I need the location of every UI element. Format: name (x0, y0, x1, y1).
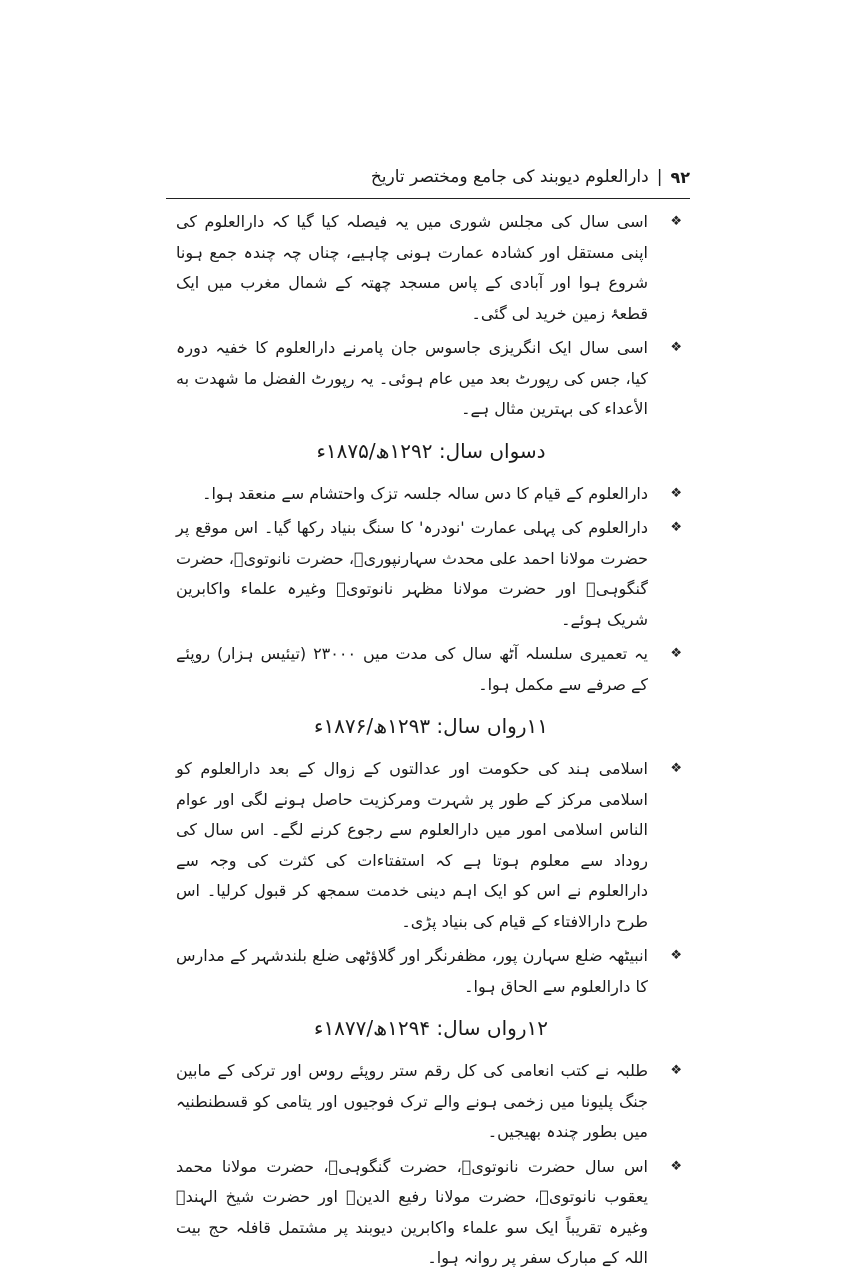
list-item (176, 207, 686, 329)
list-item (176, 333, 686, 425)
four-diamond-bullet-icon: ❖ (670, 1158, 682, 1174)
four-diamond-bullet-icon: ❖ (670, 214, 682, 229)
year-heading-12: ۱۲رواں سال: ۱۲۹۴ھ/۱۸۷۷ء (314, 1016, 548, 1040)
header-separator: | (656, 167, 663, 187)
four-diamond-bullet-icon: ❖ (670, 485, 682, 501)
bullet-list-year-10 (176, 479, 686, 701)
list-item (176, 479, 686, 510)
list-item-text: یہ تعمیری سلسلہ آٹھ سال کی مدت میں ۲۳۰۰۰ (تیئیس ہزار) روپئے کے صرفے سے مکمل ہوا۔ (176, 644, 648, 694)
book-title: دارالعلوم دیوبند کی جامع ومختصر تاریخ (370, 167, 649, 187)
bullet-list-year-12 (176, 1056, 686, 1274)
four-diamond-bullet-icon: ❖ (670, 1063, 682, 1078)
list-item (176, 941, 686, 1002)
bullet-list-intro (176, 207, 686, 425)
four-diamond-bullet-icon: ❖ (670, 520, 682, 535)
four-diamond-bullet-icon: ❖ (670, 948, 682, 963)
header-rule (166, 198, 690, 199)
year-heading-10: دسواں سال: ۱۲۹۲ھ/۱۸۷۵ء (316, 438, 546, 463)
list-item-text: انبیٹھہ ضلع سہارن پور، مظفرنگر اور گلاؤٹھی ضلع بلندشہر کے مدارس کا دارالعلوم سے الحاق ہوا۔ (176, 946, 648, 996)
page-number: ٩٢ (670, 167, 690, 187)
bullet-list-year-11 (176, 754, 686, 1002)
running-header (200, 160, 690, 194)
list-item-text: اسی سال کی مجلس شوری میں یہ فیصلہ کیا گیا کہ دارالعلوم کی اپنی مستقل اور کشادہ عمارت ہونی چاہیے، چناں چہ چندہ جمع ہونا شروع ہوا اور آبادی کے پاس مسجد چھتہ کے شمال مغرب میں ایک قطعۂ زمین خرید لی گئی۔ (176, 212, 648, 323)
list-item (176, 1152, 686, 1274)
four-diamond-bullet-icon: ❖ (670, 761, 682, 776)
list-item-text: اسی سال ایک انگریزی جاسوس جان پامرنے دارالعلوم کا خفیہ دورہ کیا، جس کی رپورٹ بعد میں عام ہوئی۔ یہ رپورٹ الفضل ما شهدت به الأعداء کی بہترین مثال ہے۔ (176, 338, 648, 418)
page-content (176, 207, 686, 1278)
list-item-text: دارالعلوم کی پہلی عمارت 'نودرہ' کا سنگ بنیاد رکھا گیا۔ اس موقع پر حضرت مولانا احمد علی محدث سہارنپوریؒ، حضرت نانوتویؒ، حضرت گنگوہیؒ اور حضرت مولانا مظہر نانوتویؒ وغیرہ علماء واکابرین شریک ہوئے۔ (176, 518, 648, 629)
four-diamond-bullet-icon: ❖ (670, 340, 682, 355)
list-item-text: طلبہ نے کتب انعامی کی کل رقم ستر روپئے روس اور ترکی کے مابین جنگ پلیونا میں زخمی ہونے والے ترک فوجیوں اور یتامی کو قسطنطنیہ میں بطور چندہ بھیجیں۔ (176, 1061, 648, 1141)
list-item (176, 639, 686, 700)
list-item-text: اسلامی ہند کی حکومت اور عدالتوں کے زوال کے بعد دارالعلوم کو اسلامی مرکز کے طور پر شہرت ومرکزیت حاصل ہونے لگی اور عوام الناس اسلامی امور میں دارالعلوم سے رجوع کرنے لگے۔ اس سال کی روداد سے معلوم ہوتا ہے کہ استفتاءات کی کثرت کی وجہ سے دارالعلوم نے اس کو ایک اہم دینی خدمت سمجھ کر قبول کرلیا۔ اس طرح دارالافتاء کے قیام کی بنیاد پڑی۔ (176, 759, 648, 931)
list-item-text: اس سال حضرت نانوتویؒ، حضرت گنگوہیؒ، حضرت مولانا محمد یعقوب نانوتویؒ، حضرت مولانا رفیع الدینؒ اور حضرت شیخ الہندؒ وغیرہ تقریباً ایک سو علماء واکابرین دیوبند پر مشتمل قافلہ حج بیت اللہ کے مبارک سفر پر روانہ ہوا۔ (176, 1156, 648, 1267)
list-item-text: دارالعلوم کے قیام کا دس سالہ جلسہ تزک واحتشام سے منعقد ہوا۔ (202, 483, 648, 503)
four-diamond-bullet-icon: ❖ (670, 646, 682, 661)
list-item (176, 513, 686, 635)
year-heading-11: ۱۱رواں سال: ۱۲۹۳ھ/۱۸۷۶ء (314, 714, 548, 738)
list-item (176, 754, 686, 937)
list-item (176, 1056, 686, 1148)
